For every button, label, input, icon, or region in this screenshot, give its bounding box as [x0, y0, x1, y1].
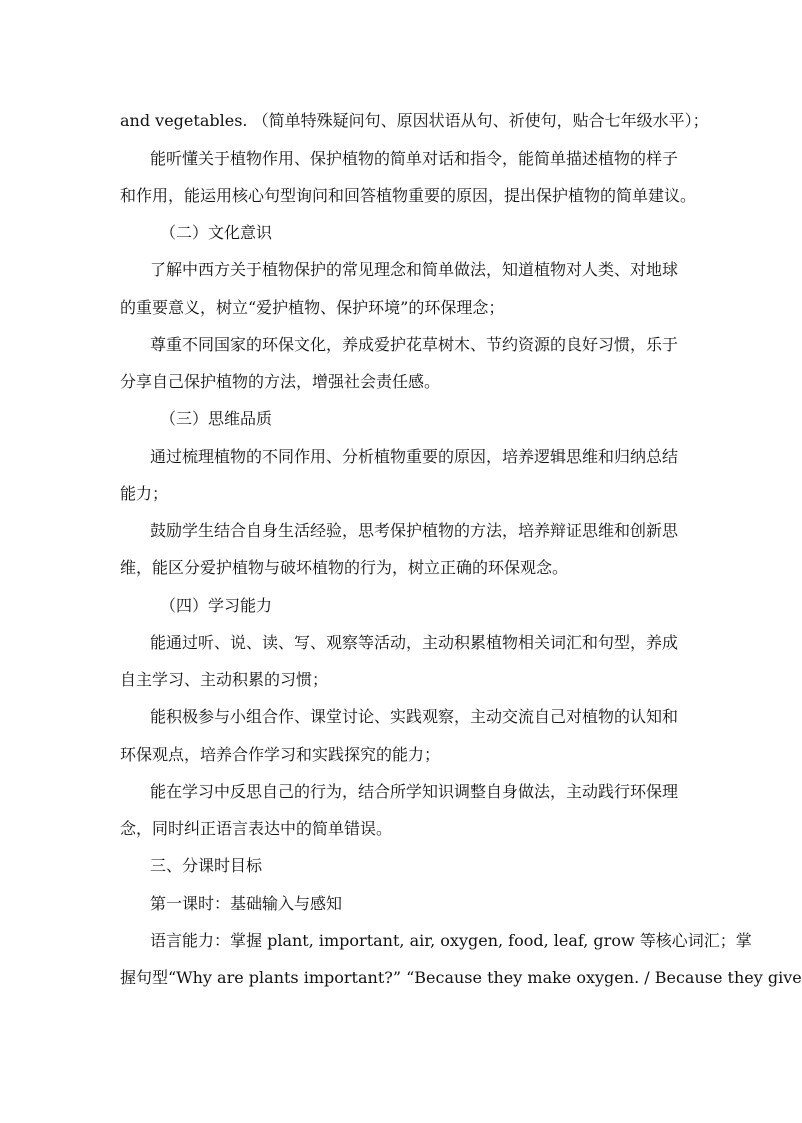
paragraph-line: and vegetables. （简单特殊疑问句、原因状语从句、祈使句，贴合七年级水平）； [120, 111, 709, 130]
paragraph-line: 了解中西方关于植物保护的常见理念和简单做法，知道植物对人类、对地球 [150, 260, 679, 279]
paragraph-line: 维，能区分爱护植物与破坏植物的行为，树立正确的环保观念。 [120, 558, 569, 577]
paragraph-line: 环保观点，培养合作学习和实践探究的能力； [120, 745, 441, 764]
section-heading: （二）文化意识 [160, 223, 273, 242]
subsection-heading: 第一课时：基础输入与感知 [150, 894, 343, 913]
paragraph-line: 和作用，能运用核心句型询问和回答植物重要的原因，提出保护植物的简单建议。 [120, 186, 697, 205]
paragraph-line: 自主学习、主动积累的习惯； [120, 670, 329, 689]
paragraph-line: 握句型“Why are plants important?” “Because they make oxygen. / Because they give [120, 968, 802, 987]
paragraph-line: 分享自己保护植物的方法，增强社会责任感。 [120, 372, 441, 391]
paragraph-line: 通过梳理植物的不同作用、分析植物重要的原因，培养逻辑思维和归纳总结 [150, 447, 679, 466]
paragraph-line: 能力； [120, 484, 169, 503]
paragraph-line: 能通过听、说、读、写、观察等活动，主动积累植物相关词汇和句型，养成 [150, 633, 679, 652]
paragraph-line: 能听懂关于植物作用、保护植物的简单对话和指令，能简单描述植物的样子 [150, 149, 679, 168]
section-heading: （三）思维品质 [160, 409, 273, 428]
paragraph-line: 能积极参与小组合作、课堂讨论、实践观察，主动交流自己对植物的认知和 [150, 707, 679, 726]
section-heading: 三、分课时目标 [150, 856, 263, 875]
paragraph-line: 念，同时纠正语言表达中的简单错误。 [120, 819, 393, 838]
paragraph-line: 尊重不同国家的环保文化，养成爱护花草树木、节约资源的良好习惯，乐于 [150, 335, 679, 354]
section-heading: （四）学习能力 [160, 596, 273, 615]
paragraph-line: 语言能力：掌握 plant, important, air, oxygen, food, leaf, grow 等核心词汇；掌 [150, 931, 752, 950]
paragraph-line: 能在学习中反思自己的行为，结合所学知识调整自身做法，主动践行环保理 [150, 782, 679, 801]
paragraph-line: 的重要意义，树立“爱护植物、保护环境”的环保理念； [120, 298, 505, 317]
paragraph-line: 鼓励学生结合自身生活经验，思考保护植物的方法，培养辩证思维和创新思 [150, 521, 679, 540]
